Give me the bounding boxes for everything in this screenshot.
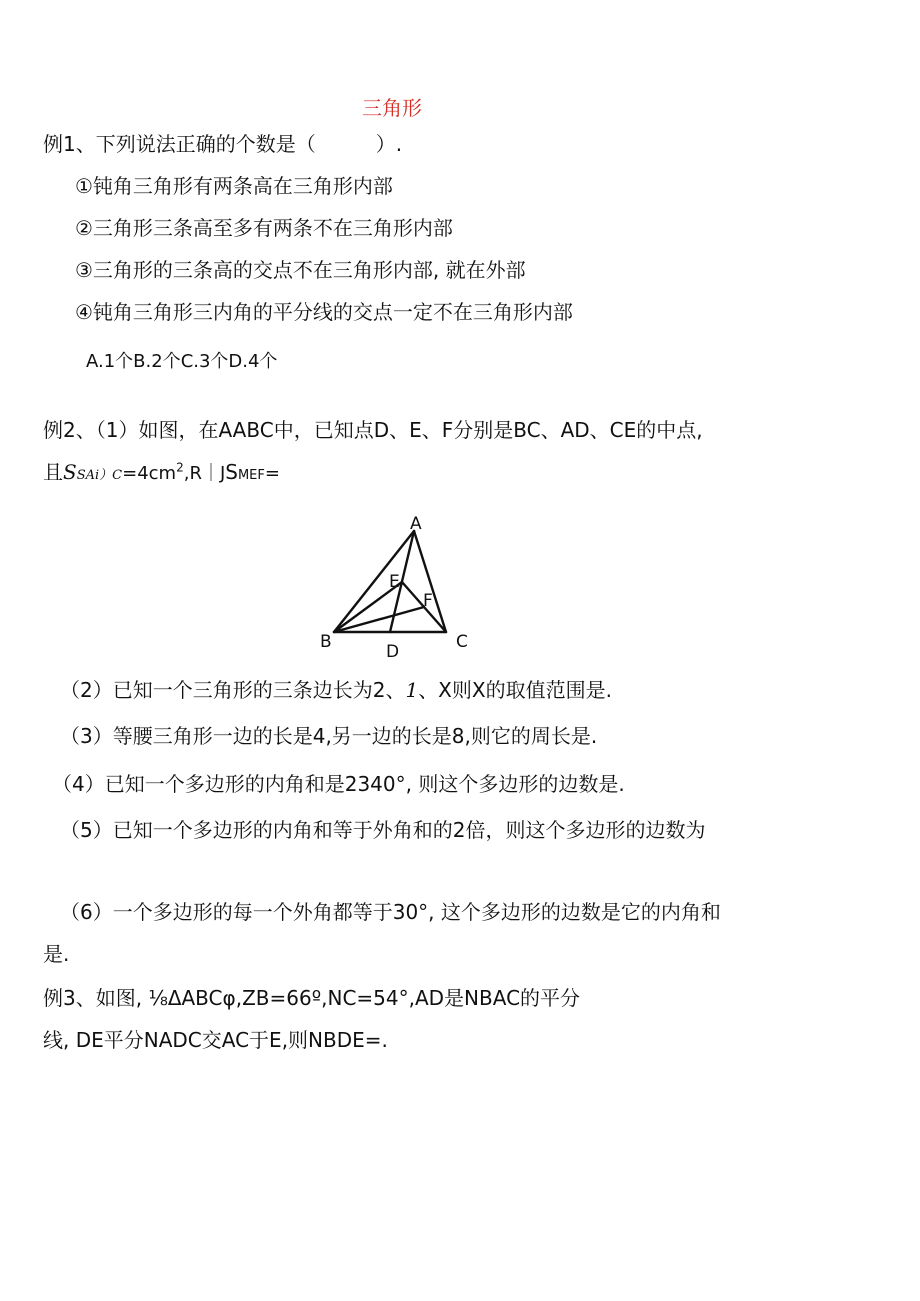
ex1-question: 例1、下列说法正确的个数是（ ）. <box>43 132 403 156</box>
ex2-q3: （3）等腰三角形一边的长是4,另一边的长是8,则它的周长是. <box>60 724 598 748</box>
ex1-item-1: ①钝角三角形有两条高在三角形内部 <box>75 174 393 198</box>
ex2-line2-prefix: 且 <box>43 460 63 484</box>
label-e: E <box>389 572 400 592</box>
ex2-q2-italic: 1 <box>405 678 419 702</box>
ex3-line1: 例3、如图, ⅛ΔABCφ,ZB=66º,NC=54°,AD是NBAC的平分 <box>43 986 581 1010</box>
ex1-item-2: ②三角形三条高至多有两条不在三角形内部 <box>75 216 453 240</box>
page-title: 三角形 <box>362 96 422 120</box>
ex2-q5: （5）已知一个多边形的内角和等于外角和的2倍，则这个多边形的边数为 <box>60 818 706 842</box>
label-c: C <box>456 632 468 652</box>
ex2-area2-symbol: S <box>225 460 238 484</box>
ex1-options: A.1个B.2个C.3个D.4个 <box>86 351 278 372</box>
segment-ac <box>414 531 446 632</box>
ex2-q6-line1: （6）一个多边形的每一个外角都等于30°, 这个多边形的边数是它的内角和 <box>60 900 721 924</box>
ex2-area-subscript: SAi）C <box>76 468 123 483</box>
ex2-line2-end: = <box>264 463 280 484</box>
ex2-line1: 例2、（1）如图，在AABC中，已知点D、E、F分别是BC、AD、CE的中点, <box>43 418 703 442</box>
label-a: A <box>410 514 422 534</box>
ex2-area-unit-sup: 2 <box>176 460 184 475</box>
label-f: F <box>423 591 433 611</box>
ex2-q2-text: （2）已知一个三角形的三条边长为2、 <box>60 678 406 702</box>
ex2-line2 <box>43 459 280 489</box>
triangle-figure <box>310 505 490 665</box>
ex1-item-4: ④钝角三角形三内角的平分线的交点一定不在三角形内部 <box>75 300 573 324</box>
segment-bf <box>334 607 424 632</box>
label-d: D <box>386 642 400 662</box>
ex2-area-symbol: S <box>63 460 77 484</box>
ex2-line2-mid: ,R｜J <box>183 463 226 484</box>
ex2-q6-line2: 是. <box>43 942 70 966</box>
ex2-q2 <box>60 677 612 703</box>
ex2-q4: （4）已知一个多边形的内角和是2340°, 则这个多边形的边数是. <box>52 772 625 796</box>
label-b: B <box>320 632 332 652</box>
ex2-q2-end: 、X则X的取值范围是. <box>418 678 612 702</box>
ex3-line2: 线, DE平分NADC交AC于E,则NBDE=. <box>43 1028 388 1052</box>
ex2-area-value: =4cm <box>122 463 177 484</box>
ex1-item-3: ③三角形的三条高的交点不在三角形内部, 就在外部 <box>75 258 526 282</box>
ex2-area2-subscript: MEF <box>237 468 265 483</box>
